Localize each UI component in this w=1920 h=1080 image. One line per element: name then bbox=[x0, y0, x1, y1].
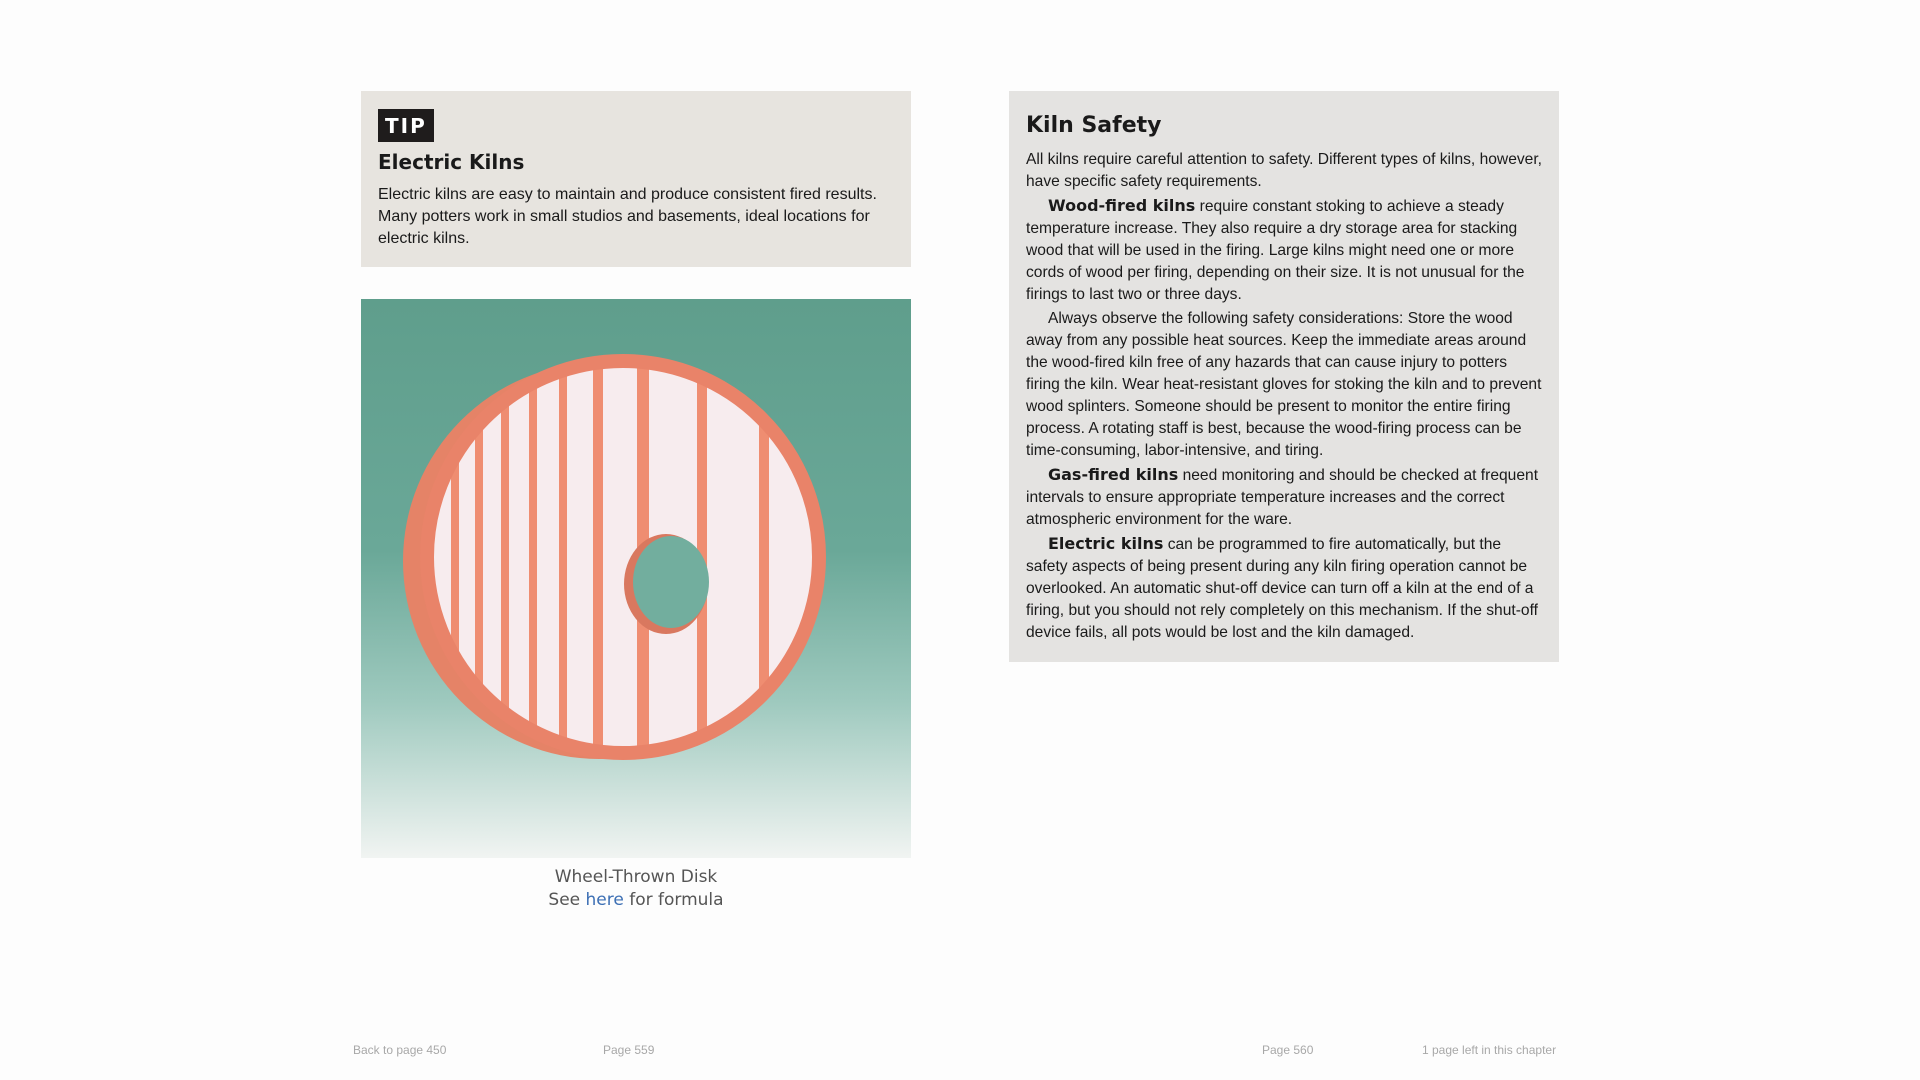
left-page-number: Page 559 bbox=[603, 1043, 655, 1057]
electric-paragraph bbox=[1026, 533, 1542, 644]
gas-fired-text: need monitoring and should be checked at frequent intervals to ensure appropriate temperature increases and the correct atmospheric environment for the ware. bbox=[1026, 467, 1539, 528]
electric-term: Electric kilns bbox=[1048, 534, 1164, 553]
back-to-page-link[interactable]: Back to page 450 bbox=[353, 1043, 447, 1057]
safety-title: Kiln Safety bbox=[1026, 113, 1162, 138]
tip-body: Electric kilns are easy to maintain and produce consistent fired results. Many potters work in small studios and basements, ideal locations for electric kilns. bbox=[378, 186, 877, 247]
safety-intro: All kilns require careful attention to safety. Different types of kilns, however, have specific safety requirements. bbox=[1026, 151, 1543, 190]
disk-illustration bbox=[361, 299, 911, 858]
wood-fired-text: require constant stoking to achieve a steady temperature increase. They also require a dry storage area for stacking wood that will be used in the firing. Large kilns might need one or more cords of wood per firing, depending on their size. It is not unusual for the firings to last two or three days. bbox=[1026, 198, 1525, 303]
kiln-safety-sidebar bbox=[1009, 91, 1559, 662]
wood-fired-term: Wood-fired kilns bbox=[1048, 196, 1196, 215]
caption-after-text: for formula bbox=[623, 890, 724, 910]
caption-formula-line bbox=[361, 889, 911, 912]
figure-caption bbox=[361, 866, 911, 912]
gas-fired-paragraph bbox=[1026, 464, 1542, 531]
disk-hole bbox=[633, 536, 709, 628]
tip-sidebar bbox=[361, 91, 911, 267]
wheel-thrown-disk-photo bbox=[361, 299, 911, 858]
tip-title: Electric Kilns bbox=[378, 150, 525, 174]
gas-fired-term: Gas-fired kilns bbox=[1048, 465, 1179, 484]
wood-fired-paragraph bbox=[1026, 195, 1542, 306]
tip-badge: TIP bbox=[378, 109, 434, 142]
electric-text: can be programmed to fire automatically, but the safety aspects of being present during any kiln firing operation cannot be overlooked. An automatic shut-off device can turn off a kiln at the end of a firing, but you should not rely completely on this mechanism. If the shut-off device fails, all pots would be lost and the kiln damaged. bbox=[1026, 536, 1538, 641]
right-page-number: Page 560 bbox=[1262, 1043, 1314, 1057]
caption-see-text: See bbox=[548, 890, 586, 910]
formula-link[interactable]: here bbox=[585, 890, 624, 910]
caption-title: Wheel-Thrown Disk bbox=[554, 867, 718, 887]
observe-paragraph: Always observe the following safety considerations: Store the wood away from any possible heat sources. Keep the immediate areas around the wood-fired kiln free of any hazards that can cause injury to potters firing the kiln. Wear heat-resistant gloves for stoking the kiln and to prevent wood splinters. Someone should be present to monitor the entire firing process. A rotating staff is best, because the wood-firing process can be time-consuming, labor-intensive, and tiring. bbox=[1026, 310, 1542, 459]
pages-left-indicator: 1 page left in this chapter bbox=[1422, 1043, 1557, 1057]
